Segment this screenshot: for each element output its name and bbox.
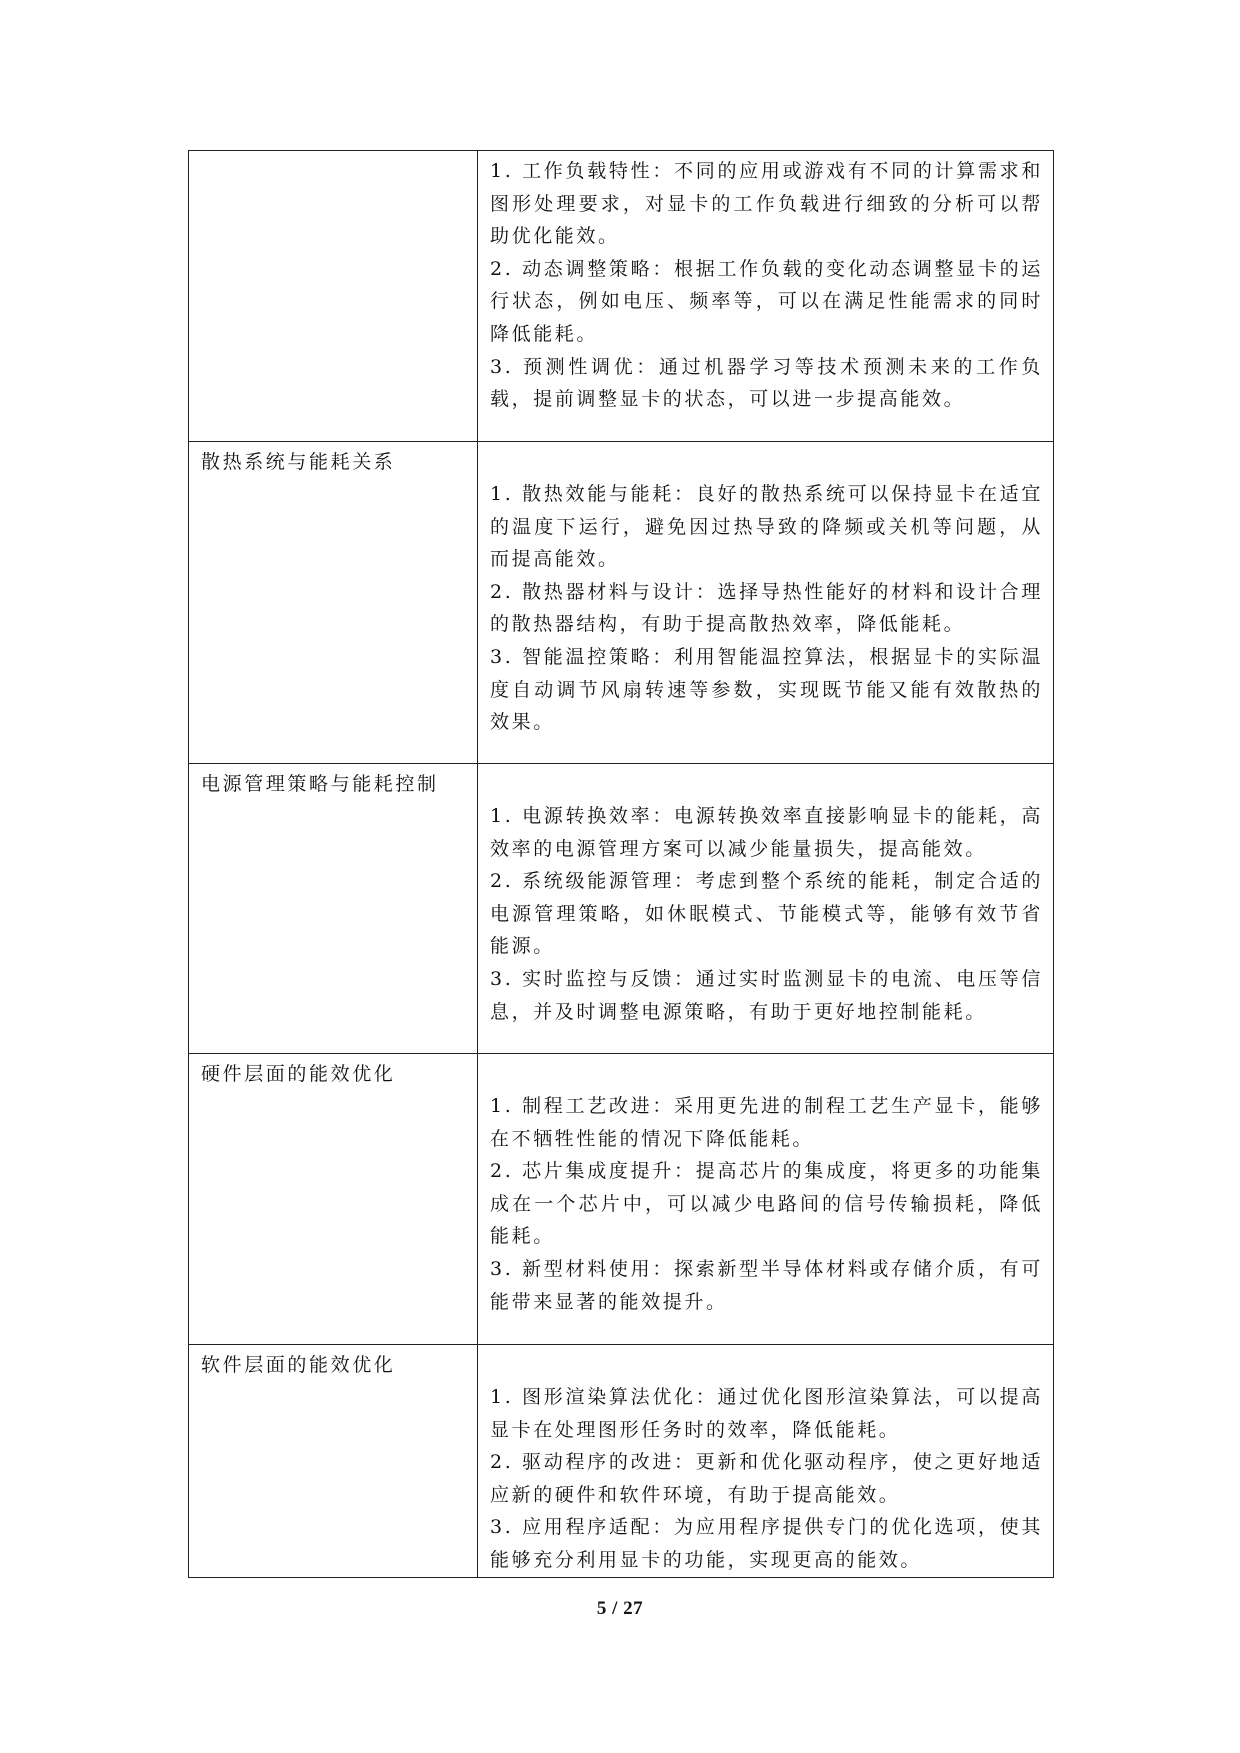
detail-list [478,442,1053,739]
list-item: 2. 系统级能源管理：考虑到整个系统的能耗，制定合适的电源管理策略，如休眠模式、节能模式等，能够有效节省能源。 [490,870,1043,958]
table-row [189,1345,1054,1578]
list-item: 3. 应用程序适配：为应用程序提供专门的优化选项，使其能够充分利用显卡的功能，实现更高的能效。 [490,1516,1043,1571]
detail-list [478,1345,1053,1577]
topic-cell [189,151,478,442]
list-item: 3. 实时监控与反馈：通过实时监测显卡的电流、电压等信息，并及时调整电源策略，有助于更好地控制能耗。 [490,967,1043,1023]
page-number: 5 / 27 [596,1598,644,1619]
topic-label: 硬件层面的能效优化 [201,1063,396,1085]
topic-label [189,151,477,155]
list-item: 1. 散热效能与能耗：良好的散热系统可以保持显卡在适宜的温度下运行，避免因过热导致的降频或关机等问题，从而提高能效。 [490,483,1043,571]
detail-cell [478,1345,1054,1578]
topic-cell [189,1054,478,1345]
list-item: 1. 图形渲染算法优化：通过优化图形渲染算法，可以提高显卡在处理图形任务时的效率，降低能耗。 [490,1386,1043,1441]
list-item: 2. 动态调整策略：根据工作负载的变化动态调整显卡的运行状态，例如电压、频率等，可以在满足性能需求的同时降低能耗。 [490,257,1043,345]
list-item: 2. 散热器材料与设计：选择导热性能好的材料和设计合理的散热器结构，有助于提高散热效率，降低能耗。 [490,580,1043,636]
detail-list [478,1054,1053,1318]
list-item: 2. 驱动程序的改进：更新和优化驱动程序，使之更好地适应新的硬件和软件环境，有助于提高能效。 [490,1451,1043,1506]
list-item: 1. 制程工艺改进：采用更先进的制程工艺生产显卡，能够在不牺牲性能的情况下降低能耗。 [490,1095,1043,1150]
table-row [189,1054,1054,1345]
detail-list [478,764,1053,1028]
detail-cell [478,442,1054,764]
topic-cell [189,442,478,764]
topic-label: 散热系统与能耗关系 [201,451,396,473]
table-row [189,442,1054,764]
list-item: 2. 芯片集成度提升：提高芯片的集成度，将更多的功能集成在一个芯片中，可以减少电路间的信号传输损耗，降低能耗。 [490,1160,1043,1248]
topic-cell [189,1345,478,1578]
detail-cell [478,151,1054,442]
table-row [189,764,1054,1054]
topic-cell [189,764,478,1054]
list-item: 1. 电源转换效率：电源转换效率直接影响显卡的能耗，高效率的电源管理方案可以减少能量损失，提高能效。 [490,805,1043,860]
list-item: 1. 工作负载特性：不同的应用或游戏有不同的计算需求和图形处理要求，对显卡的工作负载进行细致的分析可以帮助优化能效。 [490,160,1043,248]
content-table [188,150,1054,1578]
topic-label: 软件层面的能效优化 [201,1354,396,1376]
list-item: 3. 智能温控策略：利用智能温控算法，根据显卡的实际温度自动调节风扇转速等参数，实现既节能又能有效散热的效果。 [490,645,1043,734]
detail-list [478,151,1053,416]
topic-label: 电源管理策略与能耗控制 [201,773,439,795]
list-item: 3. 预测性调优：通过机器学习等技术预测未来的工作负载，提前调整显卡的状态，可以进一步提高能效。 [490,355,1043,411]
detail-cell [478,764,1054,1054]
list-item: 3. 新型材料使用：探索新型半导体材料或存储介质，有可能带来显著的能效提升。 [490,1257,1043,1313]
detail-cell [478,1054,1054,1345]
table-row [189,151,1054,442]
